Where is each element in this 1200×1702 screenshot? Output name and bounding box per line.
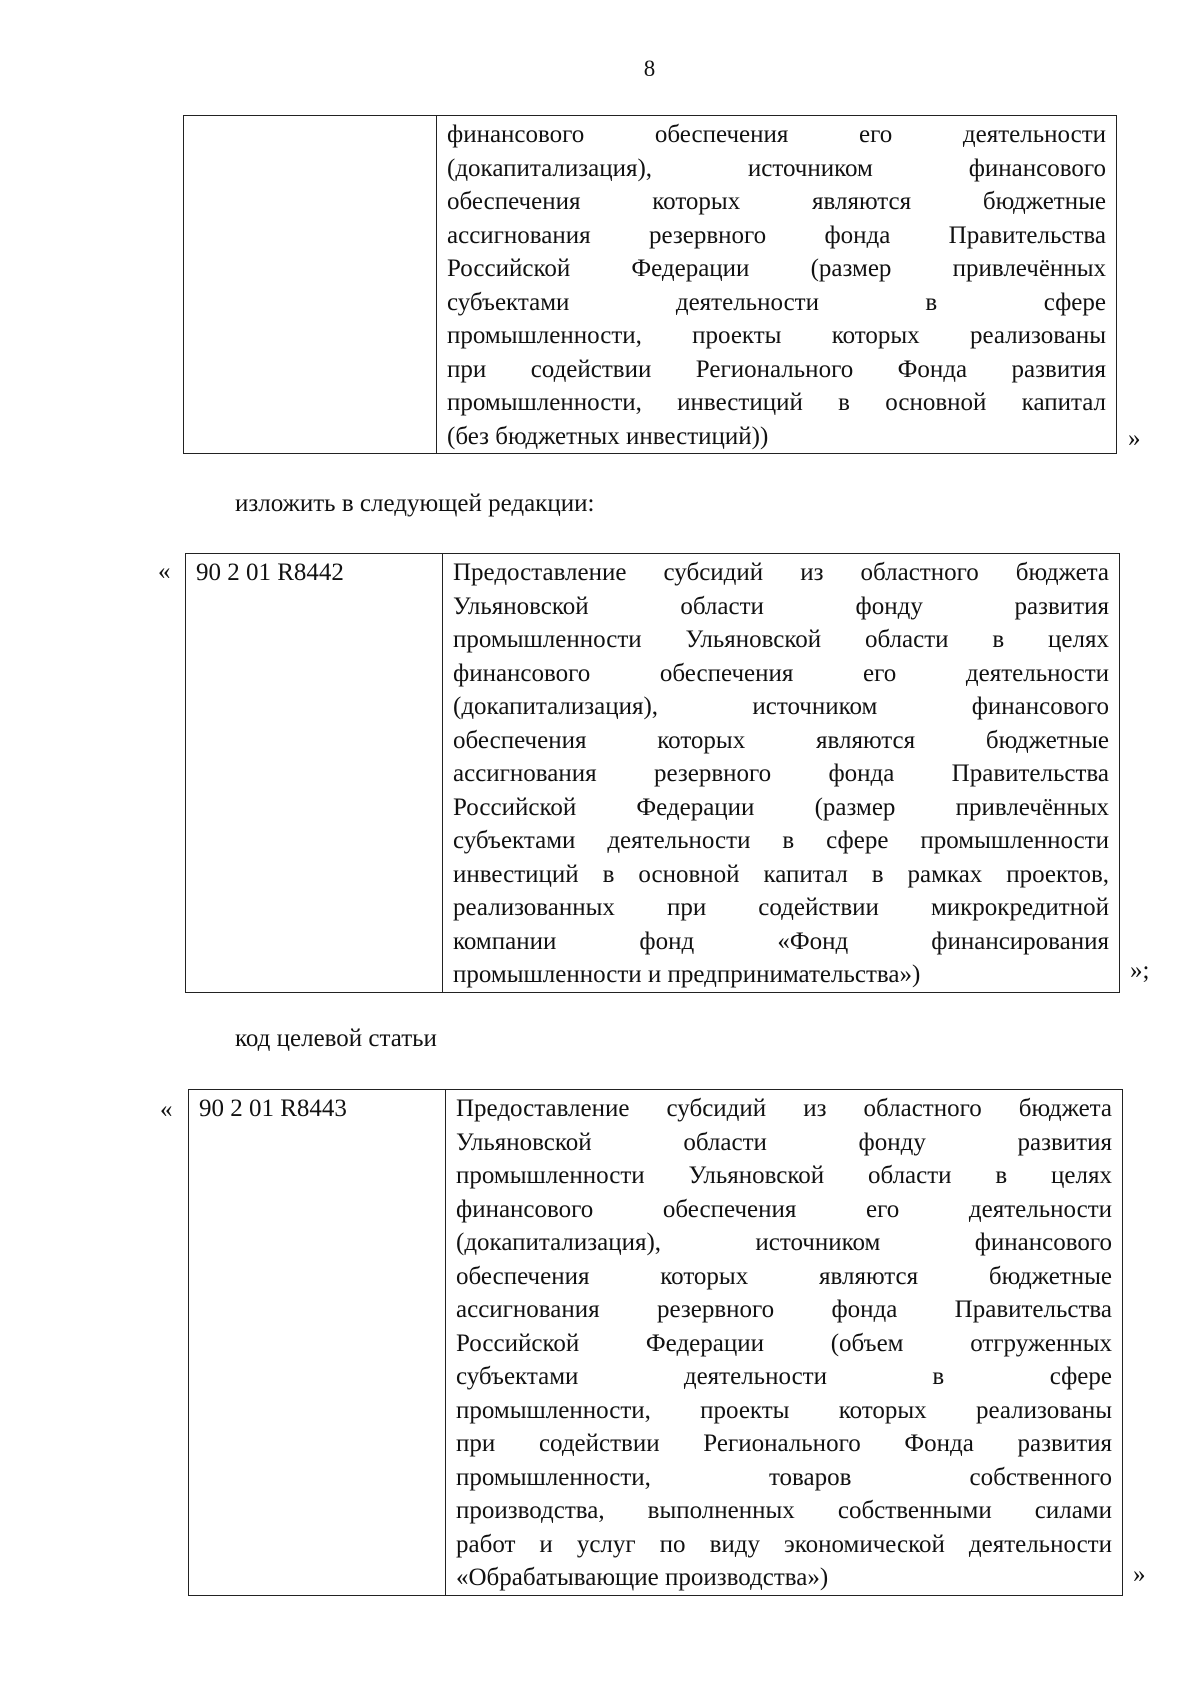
description-cell	[443, 554, 1120, 993]
description-line: промышленности, проекты которых реализованы	[456, 1396, 1112, 1424]
description-line: при содействии Регионального Фонда развития	[447, 355, 1106, 383]
closing-quote: »;	[1130, 957, 1150, 984]
description-line: Ульяновской области фонду развития	[456, 1128, 1112, 1156]
description-line: финансового обеспечения его деятельности	[447, 121, 1106, 148]
code-cell: 90 2 01 R8442	[186, 554, 443, 993]
description-line: Российской Федерации (размер привлечённых	[447, 255, 1106, 282]
description-line: Ульяновской области фонду развития	[453, 592, 1109, 620]
description-line: Российской Федерации (объем отгруженных	[456, 1329, 1112, 1357]
description-line: финансового обеспечения его деятельности	[453, 659, 1109, 687]
code-cell	[184, 116, 437, 454]
description-cell	[437, 116, 1117, 454]
description-line: Предоставление субсидий из областного бюджета	[453, 559, 1109, 586]
description-line: инвестиций в основной капитал в рамках проектов,	[453, 860, 1109, 888]
description-line: Предоставление субсидий из областного бюджета	[456, 1095, 1112, 1122]
description-line: ассигнования резервного фонда Правительства	[447, 221, 1106, 249]
description-line: субъектами деятельности в сфере	[456, 1363, 1112, 1390]
description-line: промышленности Ульяновской области в целях	[453, 626, 1109, 653]
description-line: ассигнования резервного фонда Правительства	[453, 760, 1109, 787]
target-code-table-continuation	[183, 115, 1117, 454]
page-number: 8	[643, 56, 656, 81]
description-cell	[446, 1090, 1123, 1596]
description-line: обеспечения которых являются бюджетные	[456, 1262, 1112, 1290]
instruction-text: изложить в следующей редакции:	[235, 490, 595, 517]
description-line: производства, выполненных собственными силами	[456, 1497, 1112, 1524]
target-code-table-r8443	[188, 1089, 1123, 1596]
description-line: (докапитализация), источником финансового	[453, 693, 1109, 720]
description-line: обеспечения которых являются бюджетные	[447, 188, 1106, 215]
description-lines	[456, 1092, 1112, 1595]
description-line: (докапитализация), источником финансового	[456, 1229, 1112, 1256]
description-line: промышленности Ульяновской области в целях	[456, 1162, 1112, 1189]
description-line: ассигнования резервного фонда Правительства	[456, 1296, 1112, 1323]
target-code-table-r8442	[185, 553, 1120, 993]
description-line: работ и услуг по виду экономической деятельности	[456, 1530, 1112, 1558]
description-line: при содействии Регионального Фонда развития	[456, 1430, 1112, 1457]
instruction-text: код целевой статьи	[235, 1025, 437, 1052]
description-line: промышленности, проекты которых реализованы	[447, 322, 1106, 349]
description-line: субъектами деятельности в сфере промышленности	[453, 827, 1109, 854]
description-lines	[453, 556, 1109, 992]
description-line: промышленности, инвестиций в основной капитал	[447, 389, 1106, 416]
description-line: реализованных при содействии микрокредитной	[453, 894, 1109, 921]
description-line: обеспечения которых являются бюджетные	[453, 726, 1109, 754]
description-line: «Обрабатывающие производства»)	[456, 1564, 829, 1591]
closing-quote: »	[1128, 425, 1141, 452]
description-line: финансового обеспечения его деятельности	[456, 1195, 1112, 1223]
code-cell: 90 2 01 R8443	[189, 1090, 446, 1596]
description-line: компании фонд «Фонд финансирования	[453, 927, 1109, 955]
description-line: субъектами деятельности в сфере	[447, 288, 1106, 316]
closing-quote: »	[1133, 1561, 1146, 1588]
description-line: (докапитализация), источником финансового	[447, 154, 1106, 182]
description-lines	[447, 118, 1106, 453]
opening-quote: «	[158, 558, 171, 585]
opening-quote: «	[160, 1096, 173, 1123]
description-line: промышленности и предпринимательства»)	[453, 961, 921, 988]
description-line: Российской Федерации (размер привлечённых	[453, 793, 1109, 821]
description-line: (без бюджетных инвестиций))	[447, 422, 769, 450]
description-line: промышленности, товаров собственного	[456, 1463, 1112, 1491]
